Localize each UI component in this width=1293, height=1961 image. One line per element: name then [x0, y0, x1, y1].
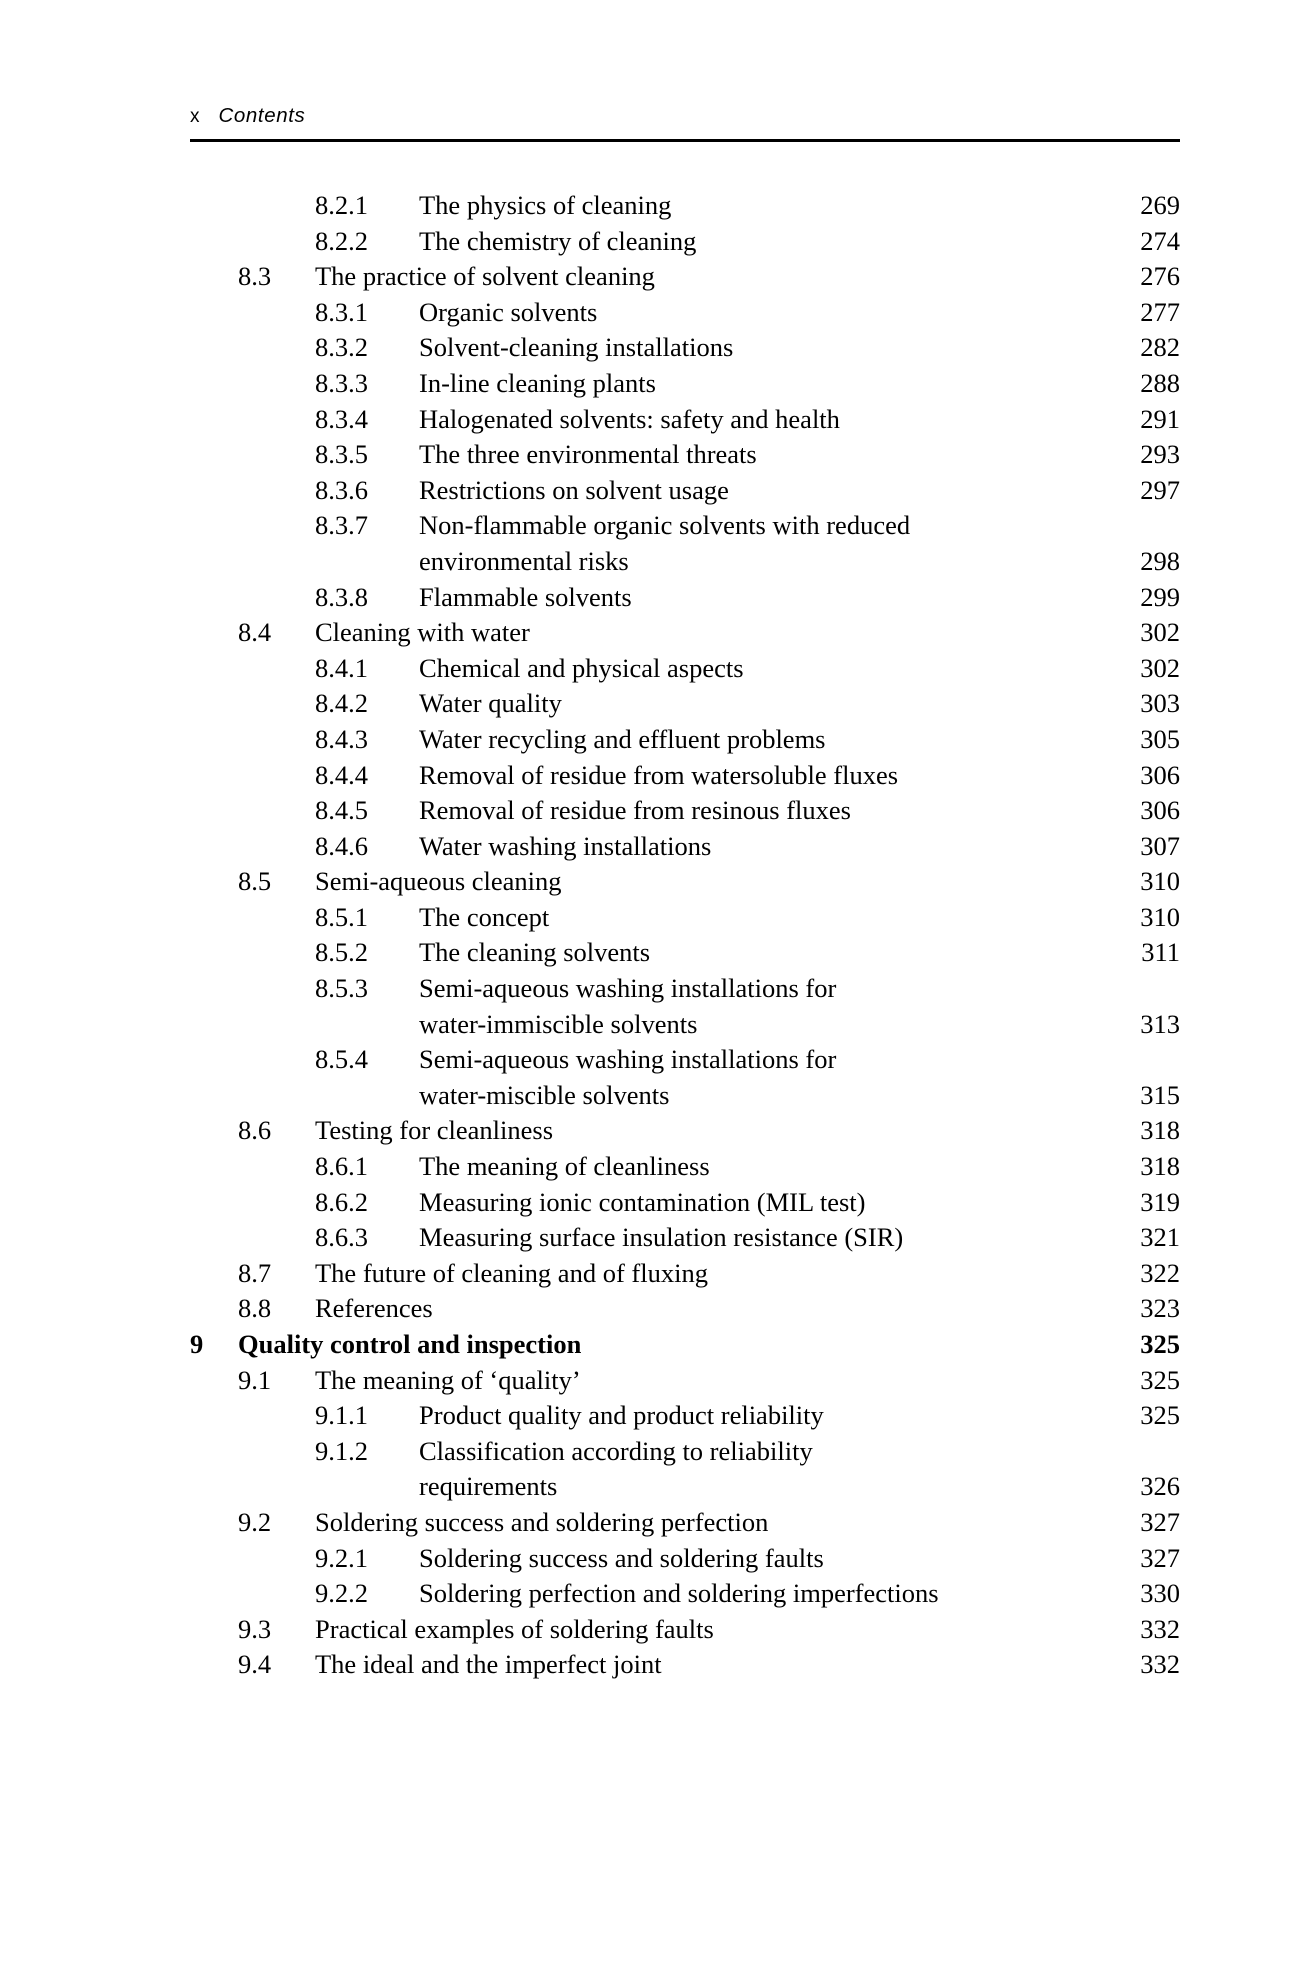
toc-entry[interactable] [190, 188, 1180, 224]
toc-entry-label: Cleaning with water [315, 617, 530, 648]
toc-entry-number: 8.6.1 [315, 1151, 368, 1182]
toc-entry-number: 8.5.2 [315, 937, 368, 968]
toc-entry-number: 9.1 [238, 1364, 272, 1395]
toc-entry-number: 8.3.2 [315, 332, 368, 363]
toc-entry-label: Measuring ionic contamination (MIL test) [419, 1186, 866, 1217]
toc-entry-label: Product quality and product reliability [419, 1400, 824, 1431]
toc-entry-page-number: 325 [1140, 1364, 1180, 1395]
toc-entry[interactable] [190, 1291, 1180, 1327]
toc-entry-number: 8.6.3 [315, 1222, 368, 1253]
toc-entry-number: 8.2.2 [315, 225, 368, 256]
toc-entry-number: 9.2.2 [315, 1578, 368, 1609]
toc-entry[interactable] [190, 402, 1180, 438]
toc-entry-label: Chemical and physical aspects [419, 652, 744, 683]
toc-entry-page-number: 291 [1140, 403, 1180, 434]
toc-entry[interactable] [190, 722, 1180, 758]
toc-entry-continuation[interactable] [190, 1078, 1180, 1114]
toc-entry-number: 8.6 [238, 1115, 272, 1146]
toc-entry[interactable] [190, 330, 1180, 366]
toc-entry-number: 8.4 [238, 617, 272, 648]
toc-entry[interactable] [190, 508, 1180, 544]
toc-entry-label: Flammable solvents [419, 581, 632, 612]
toc-entry-page-number: 322 [1140, 1257, 1180, 1288]
toc-entry-page-number: 325 [1140, 1400, 1180, 1431]
toc-entry[interactable] [190, 864, 1180, 900]
toc-entry-number: 8.4.1 [315, 652, 368, 683]
toc-entry-page-number: 330 [1140, 1578, 1180, 1609]
toc-entry-page-number: 293 [1140, 439, 1180, 470]
toc-entry-label: Soldering success and soldering perfection [315, 1506, 769, 1537]
toc-entry-page-number: 303 [1140, 688, 1180, 719]
toc-entry-number: 9.1.1 [315, 1400, 368, 1431]
toc-entry-number: 8.3.5 [315, 439, 368, 470]
toc-entry-label: Restrictions on solvent usage [419, 474, 729, 505]
toc-entry-label: Soldering perfection and soldering imperfections [419, 1578, 939, 1609]
toc-entry-number: 8.7 [238, 1257, 272, 1288]
toc-entry-number: 8.4.5 [315, 795, 368, 826]
toc-entry-label: Removal of residue from watersoluble fluxes [419, 759, 899, 790]
toc-entry-number: 9.4 [238, 1649, 272, 1680]
toc-entry-page-number: 302 [1140, 652, 1180, 683]
toc-entry-page-number: 318 [1140, 1115, 1180, 1146]
toc-entry-label: Semi-aqueous cleaning [315, 866, 562, 897]
toc-entry-label: Semi-aqueous washing installations for [419, 1044, 837, 1075]
toc-entry-label: The practice of solvent cleaning [315, 261, 655, 292]
toc-entry-number: 9.2.1 [315, 1542, 368, 1573]
toc-entry-label: Removal of residue from resinous fluxes [419, 795, 851, 826]
toc-entry-continuation[interactable] [190, 1007, 1180, 1043]
header-rule [190, 139, 1180, 142]
toc-entry-label: Quality control and inspection [238, 1329, 582, 1359]
toc-entry-label: References [315, 1293, 433, 1324]
toc-entry-continuation[interactable] [190, 544, 1180, 580]
toc-entry[interactable] [190, 1042, 1180, 1078]
toc-entry-page-number: 269 [1140, 190, 1180, 220]
toc-entry-number: 8.5.1 [315, 901, 368, 932]
toc-entry-page-number: 313 [1140, 1008, 1180, 1039]
toc-entry-number: 8.3 [238, 261, 272, 292]
page-folio: x [190, 106, 200, 127]
toc-entry-number: 8.3.7 [315, 510, 368, 541]
toc-entry-continuation[interactable] [190, 1469, 1180, 1505]
toc-entry[interactable] [190, 1505, 1180, 1541]
toc-entry-page-number: 321 [1140, 1222, 1180, 1253]
toc-entry-page-number: 274 [1140, 225, 1180, 256]
toc-entry[interactable] [190, 1149, 1180, 1185]
toc-entry-number: 8.6.2 [315, 1186, 368, 1217]
toc-entry-number: 8.5.4 [315, 1044, 368, 1075]
toc-entry-label: The ideal and the imperfect joint [315, 1649, 662, 1680]
toc-entry-page-number: 315 [1140, 1079, 1180, 1110]
toc-entry-page-number: 326 [1140, 1471, 1180, 1502]
toc-entry-label: Practical examples of soldering faults [315, 1613, 714, 1644]
toc-entry[interactable] [190, 580, 1180, 616]
toc-entry[interactable] [190, 259, 1180, 295]
toc-entry-label: Measuring surface insulation resistance (SIR) [419, 1222, 904, 1253]
toc-entry[interactable] [190, 971, 1180, 1007]
toc-entry-label: Solvent-cleaning installations [419, 332, 734, 363]
toc-entry-number: 8.3.3 [315, 367, 368, 398]
toc-entry-number: 9.2 [238, 1506, 272, 1537]
toc-entry-label: Water washing installations [419, 830, 712, 861]
toc-entry-label: The meaning of cleanliness [419, 1151, 710, 1182]
toc-entry-number: 8.4.2 [315, 688, 368, 719]
toc-entry-label: Water recycling and effluent problems [419, 723, 826, 754]
toc-entry-label: water-immiscible solvents [419, 1008, 698, 1039]
toc-entry-page-number: 319 [1140, 1186, 1180, 1217]
toc-entry-number: 8.4.3 [315, 723, 368, 754]
toc-entry[interactable] [190, 1113, 1180, 1149]
toc-entry-page-number: 327 [1140, 1542, 1180, 1573]
toc-entry-number: 8.8 [238, 1293, 272, 1324]
toc-entry-page-number: 307 [1140, 830, 1180, 861]
toc-entry-number: 9.1.2 [315, 1435, 368, 1466]
toc-entry-label: Testing for cleanliness [315, 1115, 554, 1146]
toc-entry-page-number: 310 [1140, 866, 1180, 897]
toc-entry-page-number: 299 [1140, 581, 1180, 612]
toc-entry[interactable] [190, 900, 1180, 936]
toc-entry[interactable] [190, 224, 1180, 260]
toc-entry[interactable] [190, 1576, 1180, 1612]
toc-entry-page-number: 277 [1140, 296, 1180, 327]
toc-entry[interactable] [190, 1647, 1180, 1683]
toc-entry-label: Organic solvents [419, 296, 598, 327]
toc-entry-page-number: 297 [1140, 474, 1180, 505]
toc-entry-label: The meaning of ‘quality’ [315, 1364, 581, 1395]
toc-entry-number: 8.5.3 [315, 973, 368, 1004]
toc-entry-page-number: 306 [1140, 759, 1180, 790]
toc-entry[interactable] [190, 651, 1180, 687]
toc-entry-label: Classification according to reliability [419, 1435, 813, 1466]
toc-entry-label: requirements [419, 1471, 558, 1502]
toc-entry-number: 8.4.4 [315, 759, 368, 790]
toc-entry-label: In-line cleaning plants [419, 367, 656, 398]
toc-entry-number: 8.2.1 [315, 190, 368, 220]
toc-entry-page-number: 327 [1140, 1506, 1180, 1537]
toc-entry-number: 8.3.1 [315, 296, 368, 327]
toc-entry-label: Semi-aqueous washing installations for [419, 973, 837, 1004]
toc-entry[interactable] [190, 295, 1180, 331]
toc-entry-label: Halogenated solvents: safety and health [419, 403, 840, 434]
toc-entry-page-number: 332 [1140, 1649, 1180, 1680]
toc-entry-page-number: 305 [1140, 723, 1180, 754]
toc-entry-label: The chemistry of cleaning [419, 225, 697, 256]
toc-entry-label: Non-flammable organic solvents with reduced [419, 510, 911, 541]
toc-entry-number: 9.3 [238, 1613, 272, 1644]
toc-entry-page-number: 282 [1140, 332, 1180, 363]
toc-entry-label: The physics of cleaning [419, 190, 672, 220]
toc-entry-label: The future of cleaning and of fluxing [315, 1257, 708, 1288]
toc-entry-label: The concept [419, 901, 550, 932]
toc-entry-number: 8.3.8 [315, 581, 368, 612]
toc-entry[interactable] [190, 1220, 1180, 1256]
toc-entry[interactable] [190, 473, 1180, 509]
toc-entry[interactable] [190, 686, 1180, 722]
toc-entry-page-number: 332 [1140, 1613, 1180, 1644]
toc-entry[interactable] [190, 1185, 1180, 1221]
toc-entry[interactable] [190, 1398, 1180, 1434]
toc-entry[interactable] [190, 1434, 1180, 1470]
toc-entry-page-number: 302 [1140, 617, 1180, 648]
toc-entry-label: water-miscible solvents [419, 1079, 670, 1110]
toc-entry[interactable] [190, 1363, 1180, 1399]
toc-entry-label: Water quality [419, 688, 562, 719]
toc-entry-page-number: 288 [1140, 367, 1180, 398]
toc-entry-page-number: 306 [1140, 795, 1180, 826]
toc-entry-label: environmental risks [419, 545, 629, 576]
toc-entry-page-number: 311 [1141, 937, 1180, 968]
toc-entry[interactable] [190, 1256, 1180, 1292]
toc-entry-page-number: 276 [1140, 261, 1180, 292]
toc-entry-number: 9 [190, 1329, 204, 1359]
running-head [190, 104, 1180, 128]
toc-entry-page-number: 310 [1140, 901, 1180, 932]
toc-entry-number: 8.4.6 [315, 830, 368, 861]
toc-entry[interactable] [190, 935, 1180, 971]
toc-entry-number: 8.3.6 [315, 474, 368, 505]
toc-entry-number: 8.3.4 [315, 403, 368, 434]
toc-entry-label: The cleaning solvents [419, 937, 651, 968]
toc-entry[interactable] [190, 1541, 1180, 1577]
running-head-title: Contents [218, 104, 306, 127]
toc-entry[interactable] [190, 615, 1180, 651]
toc-entry-number: 8.5 [238, 866, 272, 897]
toc-entry-page-number: 323 [1140, 1293, 1180, 1324]
table-of-contents [190, 188, 1180, 1683]
toc-entry-page-number: 298 [1140, 545, 1180, 576]
toc-entry-page-number: 318 [1140, 1151, 1180, 1182]
toc-entry-page-number: 325 [1140, 1329, 1180, 1359]
toc-entry[interactable] [190, 366, 1180, 402]
toc-entry-label: The three environmental threats [419, 439, 757, 470]
toc-entry[interactable] [190, 1612, 1180, 1648]
toc-entry[interactable] [190, 1327, 1180, 1363]
toc-entry-label: Soldering success and soldering faults [419, 1542, 824, 1573]
toc-entry[interactable] [190, 829, 1180, 865]
toc-entry[interactable] [190, 758, 1180, 794]
toc-entry[interactable] [190, 793, 1180, 829]
toc-entry[interactable] [190, 437, 1180, 473]
